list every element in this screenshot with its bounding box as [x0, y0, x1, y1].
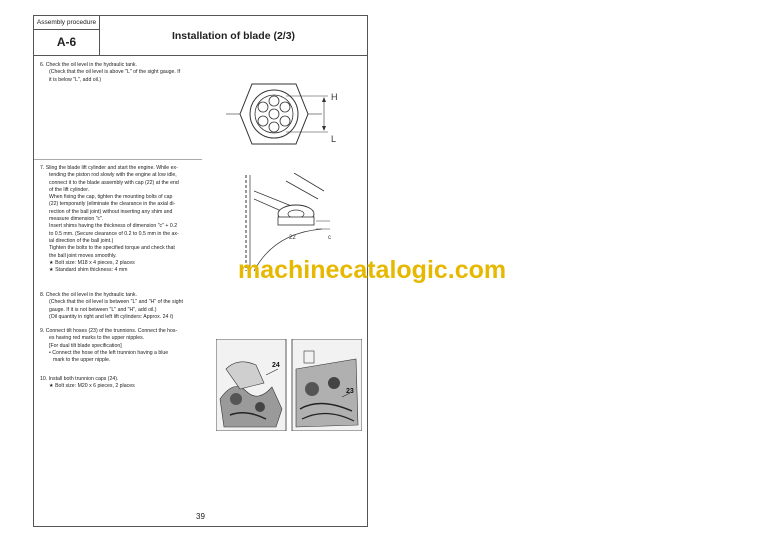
step-line: • Connect the hose of the left trunnion having a blue [49, 349, 169, 356]
step-line: (Oil quantity in right and left lift cylinders: Approx. 24 ℓ) [49, 313, 174, 320]
step-line: 7. Sling the blade lift cylinder and start the engine. While ex- [40, 165, 178, 171]
step-line: the ball joint moves smoothly. [49, 252, 117, 259]
page-number: 39 [196, 512, 205, 521]
photo-left-label: 24 [272, 362, 280, 369]
step-line: mark to the upper nipple. [53, 357, 111, 364]
photo-right-label: 23 [346, 388, 354, 395]
cap-part-label: 22 [289, 235, 296, 241]
step-6 [40, 62, 208, 84]
divider [34, 159, 202, 160]
sight-gauge-figure [224, 76, 354, 152]
step-line: (Check that the oil level is above "L" of the sight gauge. If [49, 69, 181, 76]
watermark: machinecatalogic.com [238, 256, 507, 284]
step-line: 10. Install both trunnion caps (24). [40, 376, 119, 382]
dimension-c-label: c [328, 235, 331, 241]
step-line: rection of the ball joint) without inserting any shim and [49, 208, 173, 215]
trunnion-photos [216, 339, 362, 431]
step-line: ial direction of the ball joint.) [49, 237, 114, 244]
step-line: 6. Check the oil level in the hydraulic tank. [40, 62, 137, 68]
step-line: 9. Connect tilt hoses (23) of the trunnions. Connect the hos- [40, 328, 178, 334]
step-line: it is below "L", add oil.) [49, 76, 102, 83]
step-9 [40, 328, 208, 364]
step-line: of the lift cylinder. [49, 186, 90, 193]
shim-thickness-note: ★ Standard shim thickness: 4 mm [49, 267, 128, 274]
section-label: Assembly procedure [34, 16, 99, 30]
step-line: measure dimension "c". [49, 216, 104, 223]
step-line: connect it to the blade assembly with cap (22) at the end [49, 179, 179, 186]
step-line: When fixing the cap, tighten the mounting bolts of cap [49, 194, 173, 201]
step-line: Tighten the bolts to the specified torque and check that [49, 245, 175, 252]
section-box [34, 16, 100, 56]
step-7 [40, 165, 208, 274]
step-10 [40, 376, 208, 391]
step-8 [40, 292, 208, 321]
step-line: es having red marks to the upper nipples. [49, 335, 145, 342]
step-line: tending the piston rod slowly with the engine at low idle, [49, 172, 177, 179]
step-line: (22) temporarily (eliminate the clearance in the axial di- [49, 201, 176, 208]
page-title: Installation of blade (2/3) [100, 16, 367, 56]
bolt-size-note: ★ Bolt size: M18 x 4 pieces, 2 places [49, 259, 135, 266]
step-line: gauge. If it is not between "L" and "H", add oil.) [49, 306, 157, 313]
step-line: (Check that the oil level is between "L" and "H" of the sight [49, 299, 183, 306]
step-line: Insert shims having the thickness of dimension "c" + 0.2 [49, 223, 178, 230]
gauge-l-label: L [331, 134, 337, 144]
step-line: [For dual tilt blade specification] [49, 342, 122, 349]
step-line: to 0.5 mm. (Secure clearance of 0.2 to 0.5 mm in the ax- [49, 230, 179, 237]
bolt-size-note: ★ Bolt size: M20 x 6 pieces, 2 places [49, 383, 135, 390]
section-code: A-6 [56, 35, 77, 49]
gauge-h-label: H [331, 92, 338, 102]
step-line: 8. Check the oil level in the hydraulic tank. [40, 292, 137, 298]
